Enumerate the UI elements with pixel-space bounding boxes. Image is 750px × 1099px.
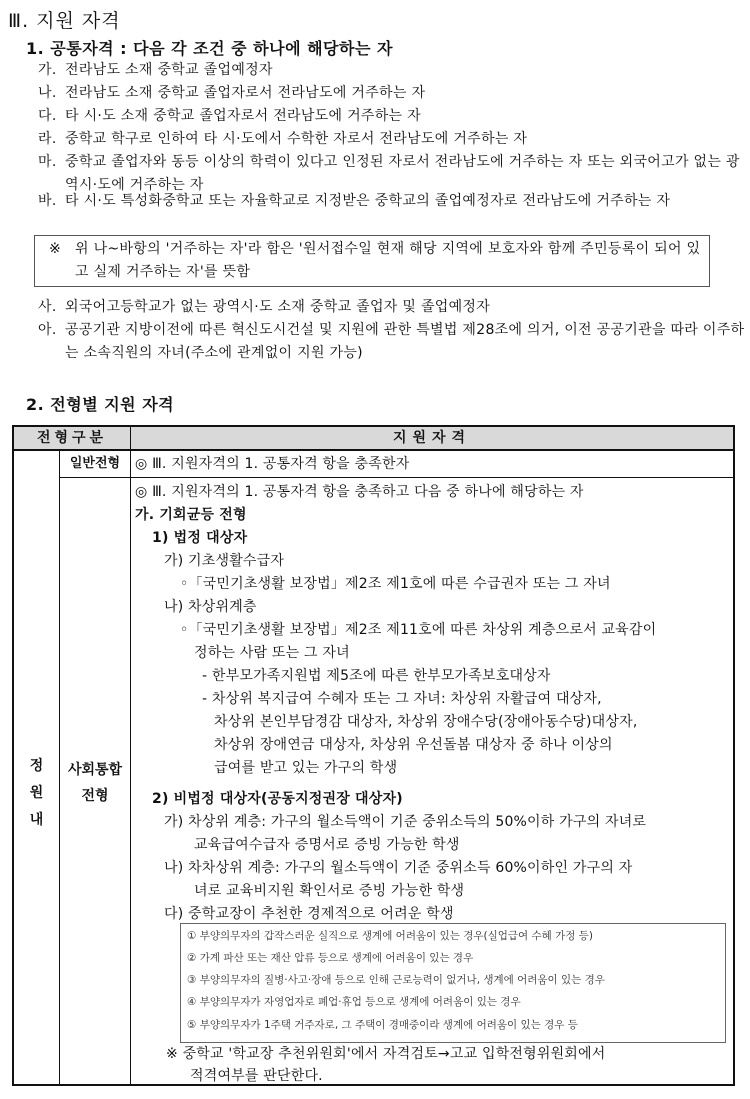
table-line: ◦「국민기초생활 보장법」제2조 제11호에 따른 차상위 계층으로서 교육감이 [180, 622, 657, 638]
table-line: 가) 기초생활수급자 [164, 553, 285, 569]
table-line: 정하는 사람 또는 그 자녀 [194, 645, 350, 661]
list-item: 아. 공공기관 지방이전에 따른 혁신도시건설 및 지원에 관한 특별법 제28조에 의거, 이전 공공기관을 따라 이주하는 소속직원의 자녀(주소에 관계없이 지원 가능) [38, 322, 745, 361]
criteria-item: ② 가계 파산 또는 재산 압류 등으로 생계에 어려움이 있는 경우 [187, 952, 474, 964]
social-integration-label: 사회통합 전형 [67, 762, 123, 804]
table-line: 가) 차상위 계층: 가구의 월소득액이 기준 중위소득의 50%이하 가구의 자녀로 [164, 814, 647, 830]
qualification-table [12, 425, 735, 1086]
common-qualification-heading: 1. 공통자격 : 다음 각 조건 중 하나에 해당하는 자 [26, 39, 393, 58]
list-item: 마. 중학교 졸업자와 동등 이상의 학력이 있다고 인정된 자로서 전라남도에 거주하는 자 또는 외국어고가 없는 광역시·도에 거주하는 자 [38, 154, 740, 193]
list-item: 나. 전라남도 소재 중학교 졸업자로서 전라남도에 거주하는 자 [38, 85, 426, 101]
table-line: 나) 차상위계층 [164, 599, 257, 615]
header-qualification: 지원자격 [392, 430, 472, 446]
table-line: 2) 비법정 대상자(공동지정권장 대상자) [152, 791, 403, 807]
table-line: 녀로 교육비지원 확인서로 증빙 가능한 학생 [194, 883, 465, 899]
table-line: 급여를 받고 있는 가구의 학생 [214, 760, 398, 776]
recommendation-criteria-box [180, 923, 726, 1043]
table-line: ※ 중학교 '학교장 추천위원회'에서 자격검토→고교 입학전형위원회에서 [166, 1046, 606, 1062]
table-line: ◦「국민기초생활 보장법」제2조 제1호에 따른 수급권자 또는 그 자녀 [180, 576, 611, 592]
table-line: 차상위 본인부담경감 대상자, 차상위 장애수당(장애아동수당)대상자, [214, 714, 638, 730]
table-line: 차상위 장애연금 대상자, 차상위 우선돌봄 대상자 중 하나 이상의 [214, 737, 613, 753]
quota-label: 정 원 내 [29, 758, 44, 828]
list-item: 가. 전라남도 소재 중학교 졸업예정자 [38, 62, 273, 78]
table-line: 적격여부를 판단한다. [190, 1068, 323, 1084]
table-line: - 차상위 복지급여 수혜자 또는 그 자녀: 차상위 자활급여 대상자, [202, 691, 602, 707]
table-header [14, 427, 733, 451]
table-line: 가. 기회균등 전형 [135, 507, 247, 523]
list-item: 다. 타 시·도 소재 중학교 졸업자로서 전라남도에 거주하는 자 [38, 108, 421, 124]
criteria-item: ③ 부양의무자의 질병·사고·장애 등으로 인해 근로능력이 없거나, 생계에 어려움이 있는 경우 [187, 974, 605, 986]
table-line: - 한부모가족지원법 제5조에 따른 한부모가족보호대상자 [202, 668, 551, 684]
table-line: 나) 차차상위 계층: 가구의 월소득액이 기준 중위소득 60%이하인 가구의 자 [164, 860, 633, 876]
section-title: Ⅲ. 지원 자격 [8, 10, 121, 32]
general-qualification: ◎ Ⅲ. 지원자격의 1. 공통자격 항을 충족한자 [135, 456, 410, 472]
list-item: 바. 타 시·도 특성화중학교 또는 자율학교로 지정받은 중학교의 졸업예정자로 전라남도에 거주하는 자 [38, 193, 671, 209]
general-admission-label: 일반전형 [69, 456, 121, 471]
criteria-item: ④ 부양의무자가 자영업자로 폐업·휴업 등으로 생계에 어려움이 있는 경우 [187, 996, 521, 1008]
table-line: 교육급여수급자 증명서로 증빙 가능한 학생 [194, 837, 460, 853]
criteria-item: ① 부양의무자의 갑작스러운 실직으로 생계에 어려움이 있는 경우(실업급여 수혜 가정 등) [187, 930, 593, 942]
table-line: 1) 법정 대상자 [152, 530, 248, 546]
residency-note: 위 나~바항의 '거주하는 자'라 함은 '원서접수일 현재 해당 지역에 보호자와 함께 주민등록이 되어 있고 실제 거주하는 자'를 뜻함 [75, 241, 701, 280]
criteria-item: ⑤ 부양의무자가 1주택 거주자로, 그 주택이 경매중이라 생계에 어려움이 있는 경우 등 [187, 1019, 578, 1031]
admission-type-heading: 2. 전형별 지원 자격 [26, 395, 175, 414]
row-divider [60, 477, 733, 478]
table-line: 다) 중학교장이 추천한 경제적으로 어려운 학생 [164, 906, 454, 922]
list-item: 사. 외국어고등학교가 없는 광역시·도 소재 중학교 졸업자 및 졸업예정자 [38, 299, 491, 315]
header-type: 전형구분 [14, 427, 131, 449]
quota-column [14, 451, 60, 1084]
note-marker: ※ [49, 241, 62, 257]
residency-note-box [34, 235, 710, 287]
table-line: ◎ Ⅲ. 지원자격의 1. 공통자격 항을 충족하고 다음 중 하나에 해당하는 자 [135, 484, 584, 500]
list-item: 라. 중학교 학구로 인하여 타 시·도에서 수학한 자로서 전라남도에 거주하는 자 [38, 131, 528, 147]
